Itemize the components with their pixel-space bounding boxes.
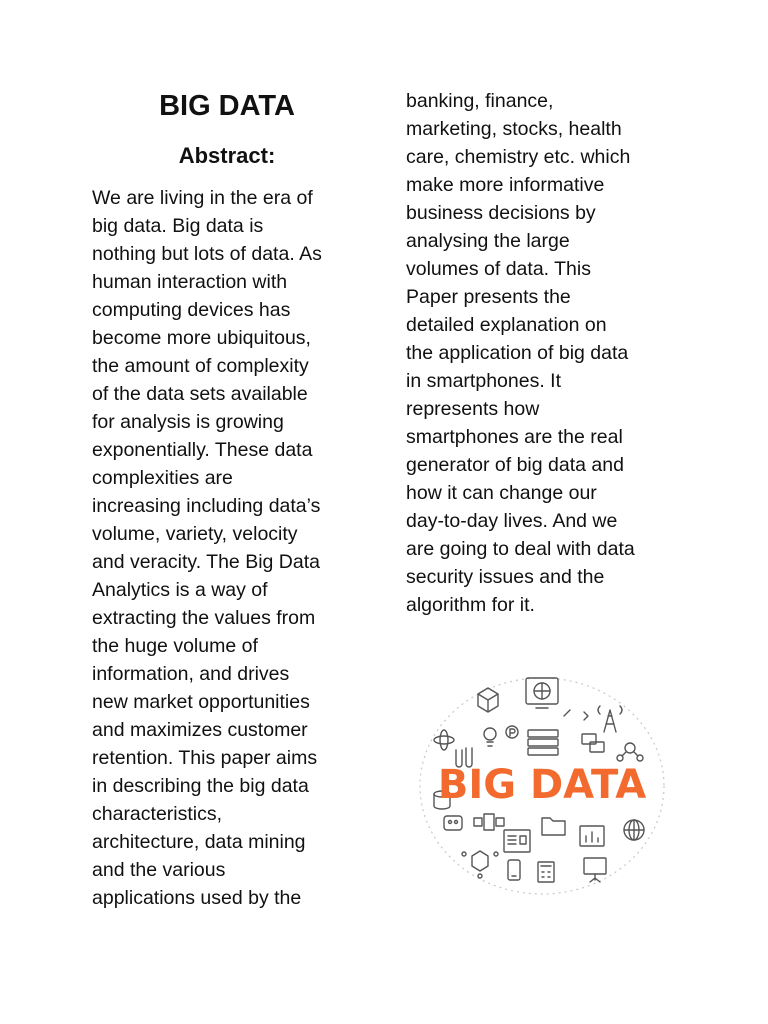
left-column-line: nothing but lots of data. As [92, 243, 322, 265]
right-column-line: generator of big data and [406, 454, 624, 476]
decorative-marks [564, 710, 588, 720]
robot-icon [444, 816, 462, 830]
server-icon [528, 730, 558, 755]
right-column-line: care, chemistry etc. which [406, 146, 631, 168]
left-column-line: computing devices has [92, 299, 291, 321]
right-column-line: Paper presents the [406, 286, 571, 308]
document-title: BIG DATA [159, 90, 295, 122]
right-column-line: marketing, stocks, health [406, 118, 622, 140]
left-column-line: volume, variety, velocity [92, 523, 298, 545]
satellite-icon [474, 814, 504, 830]
right-column-line: smartphones are the real [406, 426, 623, 448]
left-column-line: retention. This paper aims [92, 747, 318, 769]
left-column-line: and veracity. The Big Data [92, 551, 320, 573]
network-icon [617, 743, 643, 761]
bar-chart-icon [580, 826, 604, 846]
calculator-icon [538, 862, 554, 882]
left-column-line: new market opportunities [92, 691, 310, 713]
dashboard-icon [504, 830, 530, 852]
right-column-line: analysing the large [406, 230, 570, 252]
coin-icon [506, 726, 518, 738]
left-column-line: the huge volume of [92, 635, 258, 657]
right-column-line: day-to-day lives. And we [406, 510, 618, 532]
left-column-line: for analysis is growing [92, 411, 284, 433]
left-column-line: extracting the values from [92, 607, 316, 629]
big-data-illustration [414, 672, 670, 900]
left-column-line: of the data sets available [92, 383, 308, 405]
folders-icon [582, 734, 604, 752]
globe-icon [526, 678, 558, 708]
left-column-line: and the various [92, 859, 226, 881]
left-column-line: exponentially. These data [92, 439, 313, 461]
cell-tower-icon [598, 706, 622, 732]
left-column-line: and maximizes customer [92, 719, 308, 741]
cube-network-icon [462, 851, 498, 878]
world-icon [624, 820, 644, 840]
right-column-line: volumes of data. This [406, 258, 591, 280]
left-column-line: increasing including data’s [92, 495, 321, 517]
left-column-line: We are living in the era of [92, 187, 313, 209]
left-column-line: characteristics, [92, 803, 223, 825]
big-data-label: BIG DATA [437, 762, 647, 808]
presentation-icon [584, 858, 606, 882]
right-column-line: represents how [406, 398, 540, 420]
folder-icon [542, 818, 565, 835]
box-icon [478, 688, 498, 712]
right-column-line: algorithm for it. [406, 594, 535, 616]
left-column-line: become more ubiquitous, [92, 327, 311, 349]
left-column-line: big data. Big data is [92, 215, 264, 237]
right-column-line: business decisions by [406, 202, 596, 224]
left-column-line: architecture, data mining [92, 831, 306, 853]
smartphone-icon [508, 860, 520, 880]
left-column-line: Analytics is a way of [92, 579, 268, 601]
right-column-line: banking, finance, [406, 90, 554, 112]
abstract-left-column [92, 184, 372, 912]
right-column-line: the application of big data [406, 342, 629, 364]
right-column-line: make more informative [406, 174, 605, 196]
left-column-line: in describing the big data [92, 775, 309, 797]
left-column-line: complexities are [92, 467, 233, 489]
left-column-line: the amount of complexity [92, 355, 309, 377]
big-data-illustration-svg [414, 672, 670, 900]
right-column-line: detailed explanation on [406, 314, 607, 336]
left-column-line: human interaction with [92, 271, 288, 293]
abstract-heading: Abstract: [178, 143, 276, 168]
right-column-line: are going to deal with data [406, 538, 635, 560]
right-column-line: how it can change our [406, 482, 597, 504]
left-column-line: applications used by the [92, 887, 302, 909]
right-column-line: security issues and the [406, 566, 605, 588]
lightbulb-icon [484, 728, 496, 746]
left-column-line: information, and drives [92, 663, 290, 685]
atom-icon [434, 730, 454, 750]
abstract-right-column [406, 87, 696, 619]
right-column-line: in smartphones. It [406, 370, 561, 392]
